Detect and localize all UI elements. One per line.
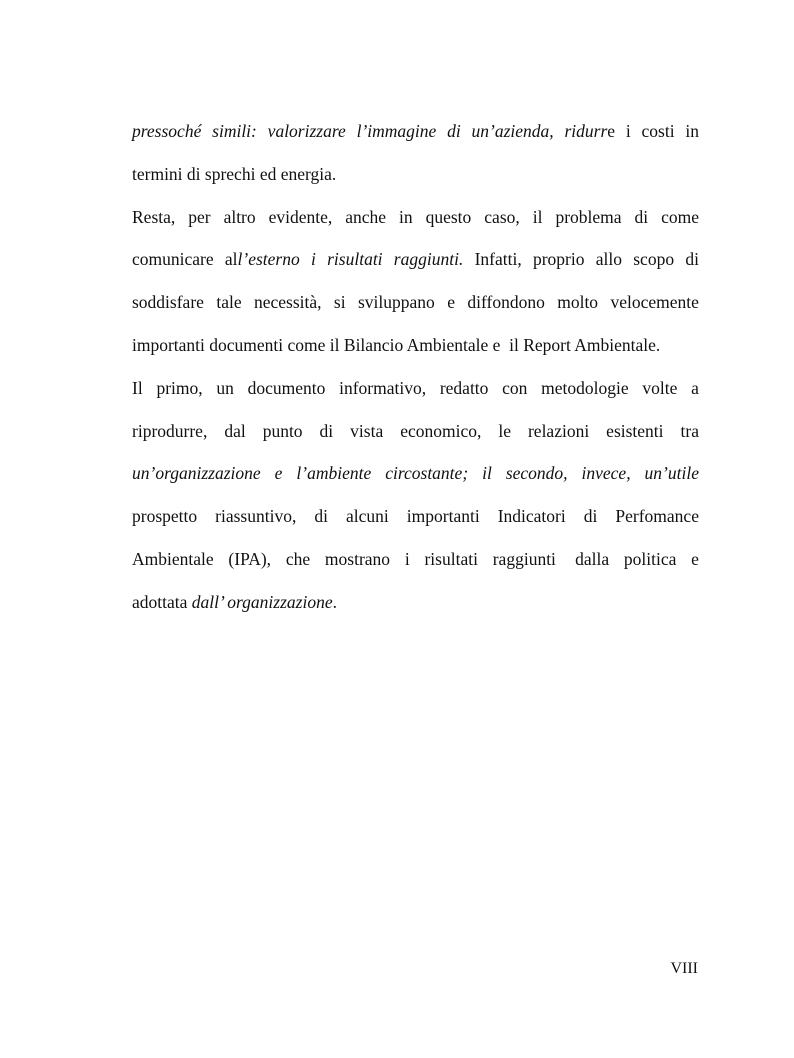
text-segment: e — [274, 463, 283, 484]
text-segment: volte — [642, 377, 678, 398]
text-segment: scopo — [633, 249, 675, 270]
text-segment: esistenti — [606, 420, 664, 441]
text-line — [132, 538, 699, 581]
text-segment: dal — [224, 420, 246, 441]
text-segment: molto — [557, 292, 599, 313]
text-segment: adottata — [132, 591, 192, 612]
body-text — [132, 110, 699, 624]
text-segment: altro — [223, 206, 256, 227]
text-segment: caso, — [484, 206, 520, 227]
text-segment: l’ambiente — [296, 463, 372, 484]
text-segment: velocemente — [610, 292, 699, 313]
text-segment: di — [447, 121, 461, 141]
text-segment: come — [661, 206, 699, 227]
text-segment: economico, — [400, 420, 482, 441]
text-segment: Perfomance — [615, 506, 699, 527]
text-segment: importanti documenti come il Bilancio Ambientale e il Report Ambientale. — [132, 334, 661, 355]
text-segment: Indicatori — [497, 506, 566, 527]
text-line — [132, 324, 699, 367]
text-segment: dalla — [570, 548, 610, 569]
text-segment: pressoché — [132, 121, 202, 141]
text-segment: invece, — [581, 463, 631, 484]
text-segment: le — [498, 420, 511, 441]
text-line — [132, 238, 699, 281]
text-line — [132, 581, 699, 624]
text-segment: raggiunti. — [393, 249, 464, 270]
text-segment: redatto — [439, 377, 489, 398]
text-segment: prospetto — [132, 506, 198, 527]
text-segment: riassuntivo, — [215, 506, 297, 527]
text-segment: costi — [641, 121, 675, 141]
text-segment: i — [625, 121, 631, 141]
text-segment: anche — [345, 206, 387, 227]
text-segment: a — [691, 377, 699, 398]
page-number: VIII — [670, 960, 698, 977]
text-segment: Resta, — [132, 206, 176, 227]
text-segment: di — [319, 420, 334, 441]
text-segment: tra — [680, 420, 699, 441]
text-segment: Il — [132, 377, 143, 398]
text-segment: alcuni — [346, 506, 389, 527]
text-segment: secondo, — [505, 463, 568, 484]
text-segment: punto — [262, 420, 303, 441]
text-segment: dall’ organizzazione — [191, 591, 333, 612]
text-segment: i — [310, 249, 316, 270]
text-segment: di — [685, 249, 699, 270]
text-segment: un — [216, 377, 234, 398]
text-segment: soddisfare — [132, 292, 204, 313]
text-segment: circostante; — [385, 463, 469, 484]
text-segment: riprodurre, — [132, 420, 208, 441]
text-segment: comunicare — [132, 249, 214, 270]
text-segment: tale — [216, 292, 242, 313]
text-segment: proprio — [532, 249, 585, 270]
text-segment: risultati — [327, 249, 383, 270]
text-segment: documento — [247, 377, 326, 398]
text-segment: simili: — [212, 121, 257, 141]
text-segment: risultati — [424, 548, 478, 569]
text-segment: in — [399, 206, 413, 227]
text-segment: l’immagine — [356, 121, 437, 141]
text-segment: allo — [595, 249, 622, 270]
text-segment: importanti — [406, 506, 480, 527]
text-segment: e — [691, 548, 699, 569]
text-segment: si — [333, 292, 346, 313]
text-segment: primo, — [156, 377, 203, 398]
text-segment: informativo, — [339, 377, 427, 398]
text-segment: termini di sprechi ed energia. — [132, 163, 337, 184]
text-segment: relazioni — [527, 420, 590, 441]
text-segment: un’azienda, — [471, 121, 554, 141]
text-segment: problema — [555, 206, 622, 227]
text-segment: e — [447, 292, 455, 313]
text-segment: necessità, — [253, 292, 322, 313]
text-segment: politica — [623, 548, 677, 569]
text-line — [132, 110, 699, 153]
text-segment: vista — [350, 420, 384, 441]
text-segment: mostrano — [324, 548, 391, 569]
text-line — [132, 153, 699, 196]
text-segment: di — [314, 506, 328, 527]
text-segment: (IPA), — [228, 548, 272, 569]
text-segment: per — [188, 206, 211, 227]
text-line — [132, 495, 699, 538]
text-line — [132, 367, 699, 410]
text-line — [132, 281, 699, 324]
text-segment: ridurre — [564, 121, 616, 141]
text-segment: il — [482, 463, 492, 484]
text-segment: di — [583, 506, 598, 527]
text-segment: diffondono — [467, 292, 545, 313]
text-segment: un’organizzazione — [132, 463, 261, 484]
text-segment: all’esterno — [224, 249, 300, 270]
text-segment: metodologie — [541, 377, 629, 398]
text-segment: valorizzare — [267, 121, 346, 141]
text-segment: evidente, — [268, 206, 333, 227]
text-segment: con — [502, 377, 528, 398]
text-segment: un’utile — [644, 463, 699, 484]
text-line — [132, 410, 699, 453]
text-segment: raggiunti — [492, 548, 556, 569]
text-segment: che — [285, 548, 311, 569]
text-segment: sviluppano — [358, 292, 435, 313]
text-segment: . — [332, 591, 337, 612]
text-segment: il — [532, 206, 543, 227]
text-line — [132, 196, 699, 239]
text-segment: questo — [425, 206, 472, 227]
text-segment: i — [404, 548, 410, 569]
text-segment: Infatti, — [474, 249, 522, 270]
text-segment: Ambientale — [132, 548, 214, 569]
text-segment: in — [685, 121, 699, 141]
text-line — [132, 452, 699, 495]
text-segment: di — [634, 206, 649, 227]
